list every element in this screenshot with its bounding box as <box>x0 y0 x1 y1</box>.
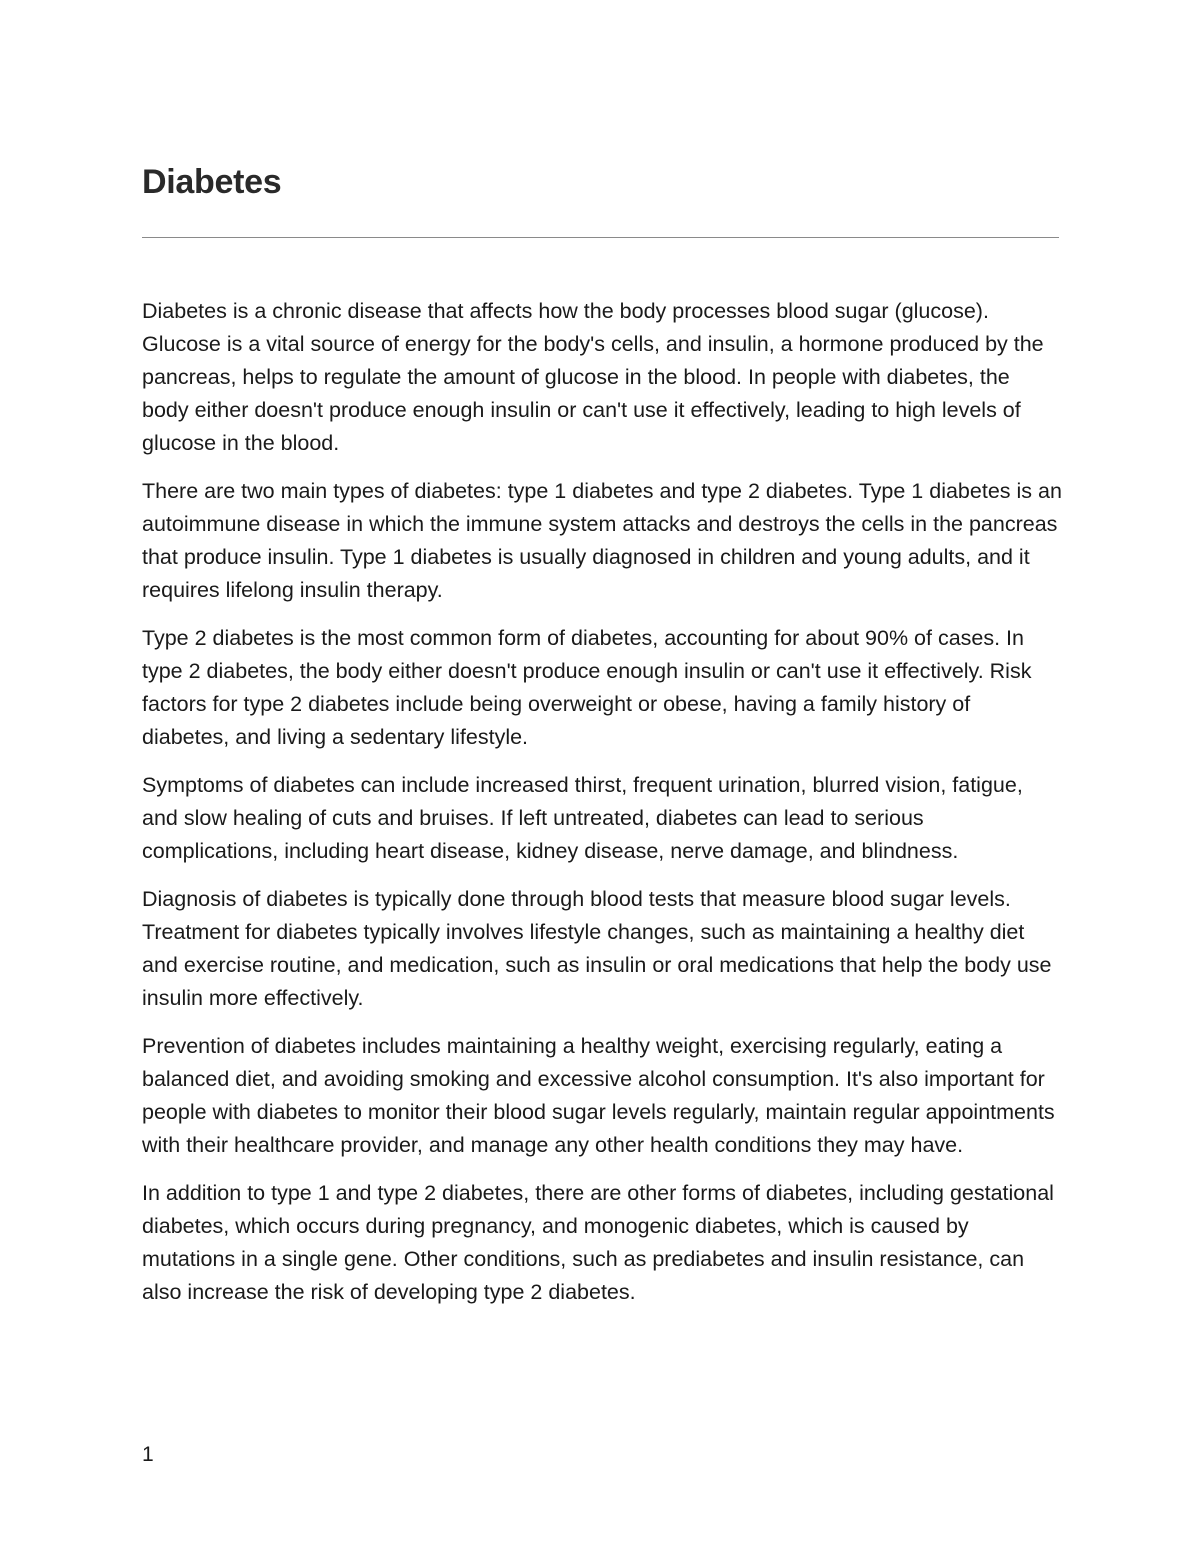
title-divider <box>142 237 1059 238</box>
paragraph-intro: Diabetes is a chronic disease that affects how the body processes blood sugar (glucose). Glucose is a vital source of energy for the body's cells, and insulin, a hormone produced by the pancreas, helps to regulate the amount of glucose in the blood. In people with diabetes, the body either doesn't produce enough insulin or can't use it effectively, leading to high levels of glucose in the blood. <box>142 299 1044 455</box>
paragraph-diagnosis: Diagnosis of diabetes is typically done through blood tests that measure blood sugar levels. Treatment for diabetes typically involves lifestyle changes, such as maintaining a healthy diet and exercise routine, and medication, such as insulin or oral medications that help the body use insulin more effectively. <box>142 887 1052 1010</box>
paragraph-type-2: Type 2 diabetes is the most common form of diabetes, accounting for about 90% of cases. In type 2 diabetes, the body either doesn't produce enough insulin or can't use it effectively. Risk factors for type 2 diabetes include being overweight or obese, having a family history of diabetes, and living a sedentary lifestyle. <box>142 626 1032 749</box>
page-title: Diabetes <box>142 163 282 201</box>
paragraph-prevention: Prevention of diabetes includes maintaining a healthy weight, exercising regularly, eating a balanced diet, and avoiding smoking and excessive alcohol consumption. It's also important for people with diabetes to monitor their blood sugar levels regularly, maintain regular appointments with their healthcare provider, and manage any other health conditions they may have. <box>142 1034 1055 1157</box>
paragraph-symptoms: Symptoms of diabetes can include increased thirst, frequent urination, blurred vision, fatigue, and slow healing of cuts and bruises. If left untreated, diabetes can lead to serious complications, including heart disease, kidney disease, nerve damage, and blindness. <box>142 773 1023 863</box>
page-number: 1 <box>142 1443 154 1466</box>
paragraph-types: There are two main types of diabetes: type 1 diabetes and type 2 diabetes. Type 1 diabetes is an autoimmune disease in which the immune system attacks and destroys the cells in the pancreas that produce insulin. Type 1 diabetes is usually diagnosed in children and young adults, and it requires lifelong insulin therapy. <box>142 479 1062 602</box>
paragraph-other-forms: In addition to type 1 and type 2 diabetes, there are other forms of diabetes, including gestational diabetes, which occurs during pregnancy, and monogenic diabetes, which is caused by mutations in a single gene. Other conditions, such as prediabetes and insulin resistance, can also increase the risk of developing type 2 diabetes. <box>142 1181 1054 1304</box>
document-body <box>142 295 1062 1324</box>
